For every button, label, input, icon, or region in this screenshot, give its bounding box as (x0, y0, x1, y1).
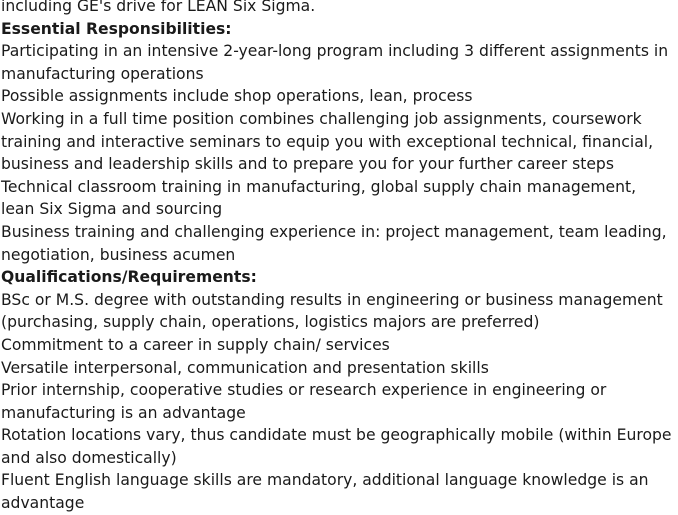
qualification-item: Commitment to a career in supply chain/ services (1, 335, 390, 354)
qualifications-heading: Qualifications/Requirements: (1, 268, 257, 287)
responsibility-item: Working in a full time position combines challenging job assignments, coursework training and interactive seminars to equip you with exceptional technical, financial, business and leadership skills and to prepare you for your further career steps (1, 109, 654, 174)
responsibility-item: Technical classroom training in manufacturing, global supply chain management, lean Six Sigma and sourcing (1, 177, 637, 219)
responsibility-item: Business training and challenging experience in: project management, team leading, negotiation, business acumen (1, 222, 667, 264)
qualifications-list (1, 289, 673, 515)
job-description-document (1, 0, 673, 515)
essential-responsibilities-list (1, 40, 673, 266)
qualification-item: BSc or M.S. degree with outstanding results in engineering or business management (purchasing, supply chain, operations, logistics majors are preferred) (1, 290, 663, 332)
qualification-item: Fluent English language skills are mandatory, additional language knowledge is an advantage (1, 471, 649, 513)
qualification-item: Rotation locations vary, thus candidate must be geographically mobile (within Europe and also domestically) (1, 426, 672, 467)
essential-responsibilities-heading: Essential Responsibilities: (1, 19, 232, 38)
qualification-item: Versatile interpersonal, communication and presentation skills (1, 358, 489, 377)
intro-line: including GE's drive for LEAN Six Sigma. (1, 0, 316, 15)
qualification-item: Prior internship, cooperative studies or research experience in engineering or manufacturing is an advantage (1, 381, 607, 422)
responsibility-item: Participating in an intensive 2-year-long program including 3 different assignments in manufacturing operations (1, 42, 669, 83)
responsibility-item: Possible assignments include shop operations, lean, process (1, 87, 473, 106)
